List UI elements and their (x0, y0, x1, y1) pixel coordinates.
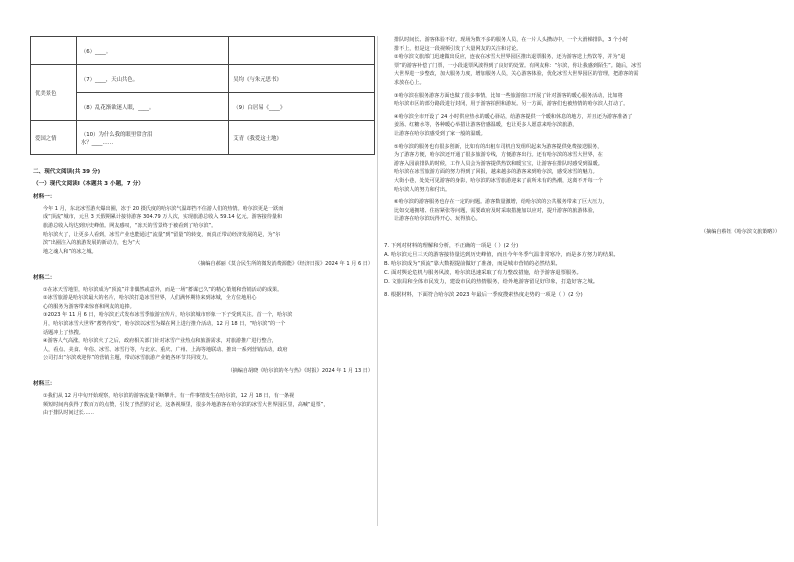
paragraph-4 (384, 113, 780, 139)
text-line: ②冰雪旅游是哈尔滨最大的名片，哈尔滨打造冰雪世界，人们满怀期待来到冰城，全方位地用心 (43, 295, 257, 302)
text-line: 公司打出“尔滨欢迎你”的营销主题，带动冰雪旅游产业链各环节共同发力。 (43, 355, 212, 362)
text-line: ①在冰天雪地里，哈尔滨成为“顶流”并非偶然或意外，而是一场“蓄谋已久”的精心策划和营销活动的成果。 (43, 286, 283, 293)
text-line: 成“顶流”城市，元旦 3 天假期累计接待游客 304.79 万人次，实现旅游总收入 59.14 亿元。游客接待量和 (43, 214, 283, 221)
table-cell: 艾青《我爱这土地》 (229, 121, 375, 155)
paragraph-5 (384, 143, 780, 195)
text-line: 哈尔滨火了，让更多人看到，冰雪产业也能通过“流量”到“留量”的转变，而真正带动经济发展的是，为“尔 (43, 231, 281, 238)
table-cell-line: 水？____…… (80, 139, 114, 146)
text-line: ④游客人气高涨，哈尔滨火了之后，政府相关部门针对冰雪产业热点和旅游需求，对旅游推广进行整合， (43, 338, 277, 345)
text-line: 哈尔滨市区的部分路段进行封闭，用于游客拍照和游玩。另一方面，游客们也被热情的哈尔滨人打动了。 (394, 101, 629, 108)
table-cell: （6）____。 (76, 37, 228, 65)
subsection-title: （一）现代文阅读Ⅰ（本题共 3 小题，7 分） (33, 180, 144, 187)
material-1-body (33, 205, 373, 257)
text-line: 哈尔滨人的努力和付出。 (394, 186, 451, 193)
text-line: 大世界进一步整改，加大服务力度，增加服务人员，关心游客体验，优化冰雪大世界园区的管理，把游客的需 (394, 71, 639, 78)
material-3-continued (384, 36, 780, 88)
text-line: ④哈尔滨全市开设了 24 小时供应热水的暖心驿站，给游客提供一个暖和休息的地方，并且还为游客准备了 (394, 113, 633, 120)
text-line: 让游客在哈尔滨感受到了家一般的温暖。 (394, 130, 486, 137)
text-line: 旅游总收入均达到历史峰值。网友感叹，“冻天的雪景终于被看到了哈尔滨”。 (43, 222, 217, 229)
text-line: 地之魂人和”的冰之城。 (43, 248, 97, 255)
material-2-source: （摘编自胡晓《哈尔滨的冬与热》《时报》2024 年 1 月 13 日） (227, 367, 373, 374)
text-line: ③哈尔滨在服务游客方面也做了很多事情，比如一些旅游窗口开展了针对游客的暖心服务活动，比如将 (394, 92, 623, 99)
table-cell: （9）白居易《____》 (229, 93, 375, 121)
text-line: 大街小巷，处处可见游客的身影，哈尔滨的冰雪旅游迎来了前所未有的热潮，这离不开每一个 (394, 177, 603, 184)
table-row (31, 65, 375, 93)
text-line: 月，哈尔滨冰雪大世界“蓄势待发”，哈尔滨以冰雪为媒在网上进行推介活动，12 月 18 日，“哈尔滨”的一个 (43, 320, 286, 327)
text-line: 由于排队时间过长…… (43, 410, 94, 417)
answer-option: D. 文旅局和全体市民发力，建设市民的热情服务，给外地游客留足好印象，打造好客之城。 (384, 279, 599, 286)
text-line: 话题冲上了热搜。 (43, 329, 84, 336)
table-cell: 优美景色 (31, 65, 77, 121)
column-divider (377, 36, 378, 526)
text-line: 人，看点、美食、年俗、冰雪、冰雪行等，与北京、重庆、广州、上海等地联动、推出一系列营销活动，政府 (43, 346, 288, 353)
table-cell (31, 37, 77, 65)
text-line: 排不上，但是这一段视频引发了大量网友的关注和讨论。 (394, 45, 522, 52)
right-column (384, 36, 780, 300)
text-line: 票”的游客补偿了门票，一小段退票风波得到了良好的处置。有网友称：“尔滨，你让我感到陌生”。随后，冰雪 (394, 62, 642, 69)
question-8: 8. 根据材料，下面符合哈尔滨 2023 年最后一季度搜索热度走势的一项是（ ）(2 分) (384, 292, 583, 299)
table-row (31, 93, 375, 121)
answer-option: A. 哈尔滨元旦三天的游客接待量达到历史峰值，而且今年冬季气温非常寒冷，而是多方努力的结果。 (384, 252, 619, 259)
text-line: ②哈尔滨文旅部门迅速做出反应，连夜在冰雪大世界园区推出退票服务，还为游客送上热饮等，并为“退 (394, 54, 626, 61)
question-7: 7. 下列对材料的理解和分析，不正确的一项是（ ）(2 分) (384, 243, 519, 250)
table-cell: 爱国之情 (31, 121, 77, 155)
material-1-source: （摘编自郝丽《莫合民生所的微发消费源能》《经济日报》2024 年 1 月 6 日） (195, 261, 373, 268)
material-2-label: 材料二： (33, 274, 56, 281)
material-1-label: 材料一： (33, 194, 56, 201)
text-line: 哈尔滨在冰雪旅游方面的努力得到了回报，越来越多的游客来到哈尔滨，感受冰雪的魅力。 (394, 169, 598, 176)
answer-option: C. 面对舆论危机与服务风波，哈尔滨迅速采取了有力整改措施，给予游客退票服务。 (384, 270, 582, 277)
text-line: 频短时间内获得了数百万的点赞，引发了热烈的讨论，这条视频里，很多外地游客在哈尔滨的冰雪大世界园区里，高喊“退票”， (43, 401, 329, 408)
text-line: 让游客在哈尔滨玩得开心、玩得放心。 (394, 216, 481, 223)
material-3-label: 材料三： (33, 381, 56, 388)
paragraph-6 (384, 198, 780, 224)
table-cell (76, 121, 228, 155)
text-line: 滨”出圈注入的旅游发展的新动力，也为“大 (43, 240, 140, 247)
table-cell (229, 37, 375, 65)
table-row (31, 121, 375, 155)
table-cell-line: （10）为什么我的眼里常含泪 (80, 131, 153, 138)
text-line: 姜汤、红糖水等，各种暖心举措让游客倍感温暖，也让更多人愿意来哈尔滨旅游， (394, 122, 578, 129)
table-cell: （8）乱花渐欲迷人眼，____。 (76, 93, 228, 121)
material-2-body (33, 286, 373, 363)
text-line: 比如交通拥堵、住宿紧张等问题，需要政府及时采取措施加以应对，提升游客的旅游体验， (394, 207, 598, 214)
text-line: 今年 1 月，东北冰雪游火爆出圈，冻于 20 摄氏度的哈尔滨气温却挡不住游人们的热情。哈尔滨更是一跃而 (43, 205, 284, 212)
text-line: ①我们从 12 月中旬开始观察，哈尔滨的游客流量不断攀升。有一件事情发生在哈尔滨，12 月 18 日，有一条视 (43, 393, 295, 400)
left-column (33, 168, 373, 418)
poetry-table (30, 36, 375, 155)
text-line: 排队时间长、游客体验不好。现场为数不多的服务人员，在一片人头攒动中，一个大滑梯排队，3 个小时 (394, 37, 629, 43)
text-line: ⑤哈尔滨的服务也有很多创新，比如有的出租车司机自发组织起来为游客提供免费接送服务， (394, 143, 603, 150)
material-3-body (33, 392, 373, 418)
table-cell: 吴均《与朱元思书》 (229, 65, 375, 93)
text-line: 求放在心上。 (394, 79, 425, 86)
text-line: 游客入园前排队的时候，工作人员会为游客提供热饮和暖宝宝，让游客在排队时感受到温暖。 (394, 160, 603, 167)
text-line: ③2023 年 11 月 6 日，哈尔滨正式发布冰雪季旅游宣传片，哈尔滨城市形象一下子受到关注。首一个，哈尔滨 (43, 312, 293, 319)
table-row (31, 37, 375, 65)
material-3-source: （摘编自蔡钰《哈尔滨文旅策略》） (701, 228, 780, 235)
question-7-options (384, 251, 780, 287)
text-line: 心的服务为游客带来惊喜和网友的追捧。 (43, 303, 135, 310)
answer-option: B. 哈尔滨成为“顶流”靠大数据提前做好了准备，而是城市营销的必然结果。 (384, 261, 561, 268)
text-line: ⑥哈尔滨的游客服务也存在一定的问题。游客数量激增，给哈尔滨的公共服务带来了巨大压力， (394, 199, 608, 206)
section-title: 二、现代文阅读(共 39 分) (33, 169, 101, 175)
table-cell: （7）____，天山共色。 (76, 65, 228, 93)
text-line: 为了游客方便，哈尔滨还开通了很多旅游专线，方便游客出行。还有哈尔滨的冰雪大世界，在 (394, 152, 603, 159)
paragraph-3 (384, 92, 780, 109)
